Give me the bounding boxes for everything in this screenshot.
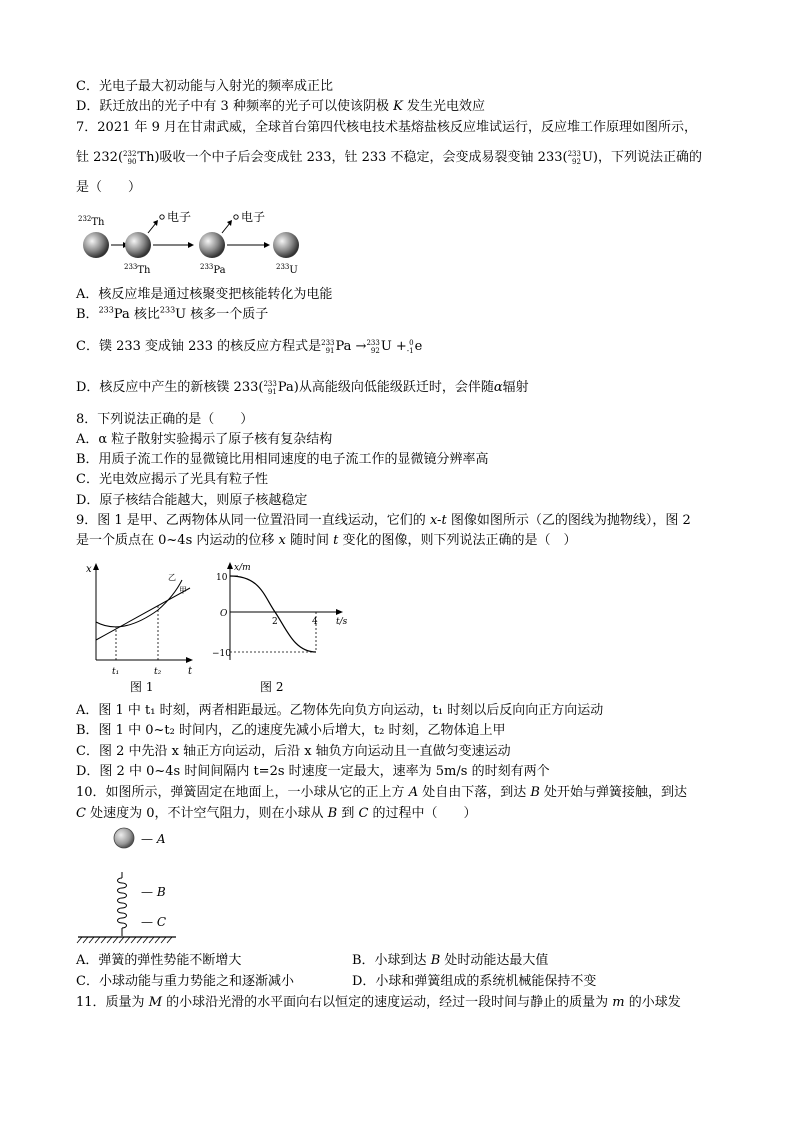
g1-t2-label: t₂ [154,667,162,677]
q11-stem: 11．质量为 M 的小球沿光滑的水平面向右以恒定的速度运动，经过一段时间与静止的质量为 m 的小球发 [76,995,681,1010]
nuclide-stack: 232 90 [123,149,137,166]
decay-chain-figure [76,205,316,280]
q8-option-d: D．原子核结合能越大，则原子核越稳定 [76,493,308,508]
q8-option-b: B．用质子流工作的显微镜比用相同速度的电子流工作的显微镜分辨率高 [76,452,489,467]
q9-option-b: B．图 1 中 0~t₂ 时间内，乙的速度先减小后增大，t₂ 时刻，乙物体追上甲 [76,723,506,738]
label-a: — A [141,832,166,846]
ball [114,828,134,848]
g2-t-label: t/s [336,617,348,627]
th232-label: $^{232}$Th [78,215,105,228]
g1-caption: 图 1 [130,680,154,694]
g2-curve [230,576,316,652]
q10-option-c: C．小球动能与重力势能之和逐渐减小 [76,974,294,989]
q7-stem-line1: 7．2021 年 9 月在甘肃武威，全球首台第四代核电技术基熔盐核反应堆试运行，反应堆工作原理如图所示， [76,120,698,135]
g2-2-label: 2 [272,617,278,627]
th233-label: $^{233}$Th [124,263,151,276]
q10-stem-line1: 10．如图所示，弹簧固定在地面上，一小球从它的正上方 A 处自由下落，到达 B 处开始与弹簧接触，到达 [76,785,688,800]
graph-2 [212,560,362,695]
spring-figure [76,826,196,950]
pa233-label: $^{233}$Pa [200,263,226,276]
graph-1 [82,560,202,695]
th233-nucleus [125,232,151,258]
label-b: — B [141,885,166,899]
q6-option-d: D．跃迁放出的光子中有 3 种频率的光子可以使该阴极 K 发生光电效应 [76,99,485,114]
g1-t-label: t [188,666,193,677]
u233-label: $^{233}$U [276,263,298,276]
q8-stem: 8．下列说法正确的是（ ） [76,412,254,427]
label-c: — C [141,915,166,929]
jia-line [96,588,190,640]
g2-10-label: 10 [216,573,228,583]
g1-jia-label: 甲 [179,586,187,595]
yi-parabola [96,580,182,627]
g2-origin: O [220,609,228,619]
u233-nucleus [273,232,299,258]
g2-m10-label: −10 [212,649,231,659]
q7-option-d: D．核反应中产生的新核镤 233( 233 91 Pa)从高能级向低能级跃迁时，会伴随α辐射 [76,379,529,396]
q7-option-a: A．核反应堆是通过核聚变把核能转化为电能 [76,287,333,302]
electron-dot-2 [234,215,238,219]
q7-option-c: C．镤 233 变成铀 233 的核反应方程式是 233 91 Pa → 233 92 U + 0 -1 e [76,338,423,355]
pa233-nucleus [199,232,225,258]
q10-option-a: A．弹簧的弹性势能不断增大 [76,953,242,968]
q9-option-c: C．图 2 中先沿 x 轴正方向运动，后沿 x 轴负方向运动且一直做匀变速运动 [76,744,511,759]
q8-option-a: A．α 粒子散射实验揭示了原子核有复杂结构 [76,432,333,447]
th232-nucleus [83,232,109,258]
g2-caption: 图 2 [260,680,284,694]
q9-option-d: D．图 2 中 0~4s 时间间隔内 t=2s 时速度一定最大，速率为 5m/s 的时刻有两个 [76,764,550,779]
g1-yi-label: 乙 [168,573,176,582]
q7-option-b: B．$^{233}$Pa 核比$^{233}$U 核多一个质子 [76,305,269,322]
g2-x-label: x/m [234,563,251,573]
spring-coil [118,878,127,928]
q9-option-a: A．图 1 中 t₁ 时刻，两者相距最远。乙物体先向负方向运动，t₁ 时刻以后反向向正方向运动 [76,703,604,718]
q7-stem-line2: 钍 232( 232 90 Th)吸收一个中子后会变成钍 233，钍 233 不稳定，会变成易裂变铀 233( 233 92 U)，下列说法正确的 [76,149,703,166]
g2-4-label: 4 [312,617,318,627]
q9-stem-line2: 是一个质点在 0~4s 内运动的位移 x 随时间 t 变化的图像，则下列说法正确的是（ ） [76,533,577,548]
q7-stem-line3: 是（ ） [76,180,142,195]
electron-label-1: 电子 [167,210,192,224]
electron-dot-1 [160,215,164,219]
q8-option-c: C．光电效应揭示了光具有粒子性 [76,472,268,487]
q10-stem-line2: C 处速度为 0，不计空气阻力，则在小球从 B 到 C 的过程中（ ） [76,806,477,821]
q10-option-d: D．小球和弹簧组成的系统机械能保持不变 [352,974,597,989]
g1-t1-label: t₁ [112,667,120,677]
q9-stem-line1: 9．图 1 是甲、乙两物体从同一位置沿同一直线运动，它们的 x-t 图像如图所示（乙的图线为抛物线），图 2 [76,513,691,528]
q10-option-b: B．小球到达 B 处时动能达最大值 [352,953,549,968]
q6-option-c: C．光电子最大初动能与入射光的频率成正比 [76,79,333,94]
electron-label-2: 电子 [241,210,266,224]
g1-x-label: x [86,564,92,575]
